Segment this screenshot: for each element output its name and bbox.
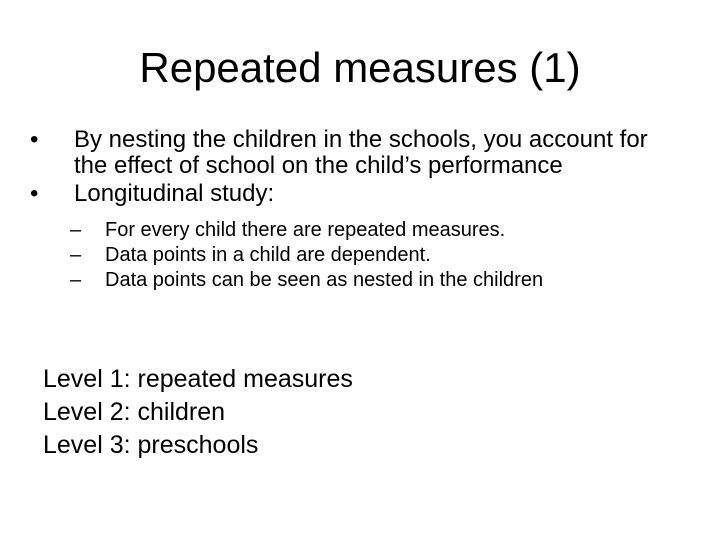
- sub-bullet-item: [70, 243, 670, 268]
- bullet-list: [30, 127, 670, 293]
- level-1-line: Level 1: repeated measures: [43, 365, 353, 393]
- bullet-marker: •: [30, 126, 39, 153]
- bullet-item-nesting: [30, 127, 670, 179]
- slide-title: Repeated measures (1): [139, 44, 581, 91]
- sub-bullet-item: [70, 268, 670, 293]
- sub-bullet-item: [70, 218, 670, 243]
- levels-list: [43, 363, 353, 462]
- level-3-line: Level 3: preschools: [43, 431, 259, 459]
- bullet-marker: •: [30, 180, 39, 207]
- level-2-line: Level 2: children: [43, 398, 226, 426]
- dash-marker: –: [70, 269, 82, 291]
- sub-bullet-text: Data points in a child are dependent.: [105, 244, 431, 266]
- sub-bullet-text: For every child there are repeated measures.: [105, 219, 506, 241]
- bullet-item-longitudinal: [30, 181, 670, 293]
- dash-marker: –: [70, 219, 82, 241]
- dash-marker: –: [70, 244, 82, 266]
- sub-bullet-list: [70, 218, 670, 293]
- sub-bullet-text: Data points can be seen as nested in the children: [105, 269, 544, 291]
- bullet-text: By nesting the children in the schools, you account for the effect of school on the child’s performance: [74, 126, 648, 179]
- bullet-text: Longitudinal study:: [74, 180, 275, 207]
